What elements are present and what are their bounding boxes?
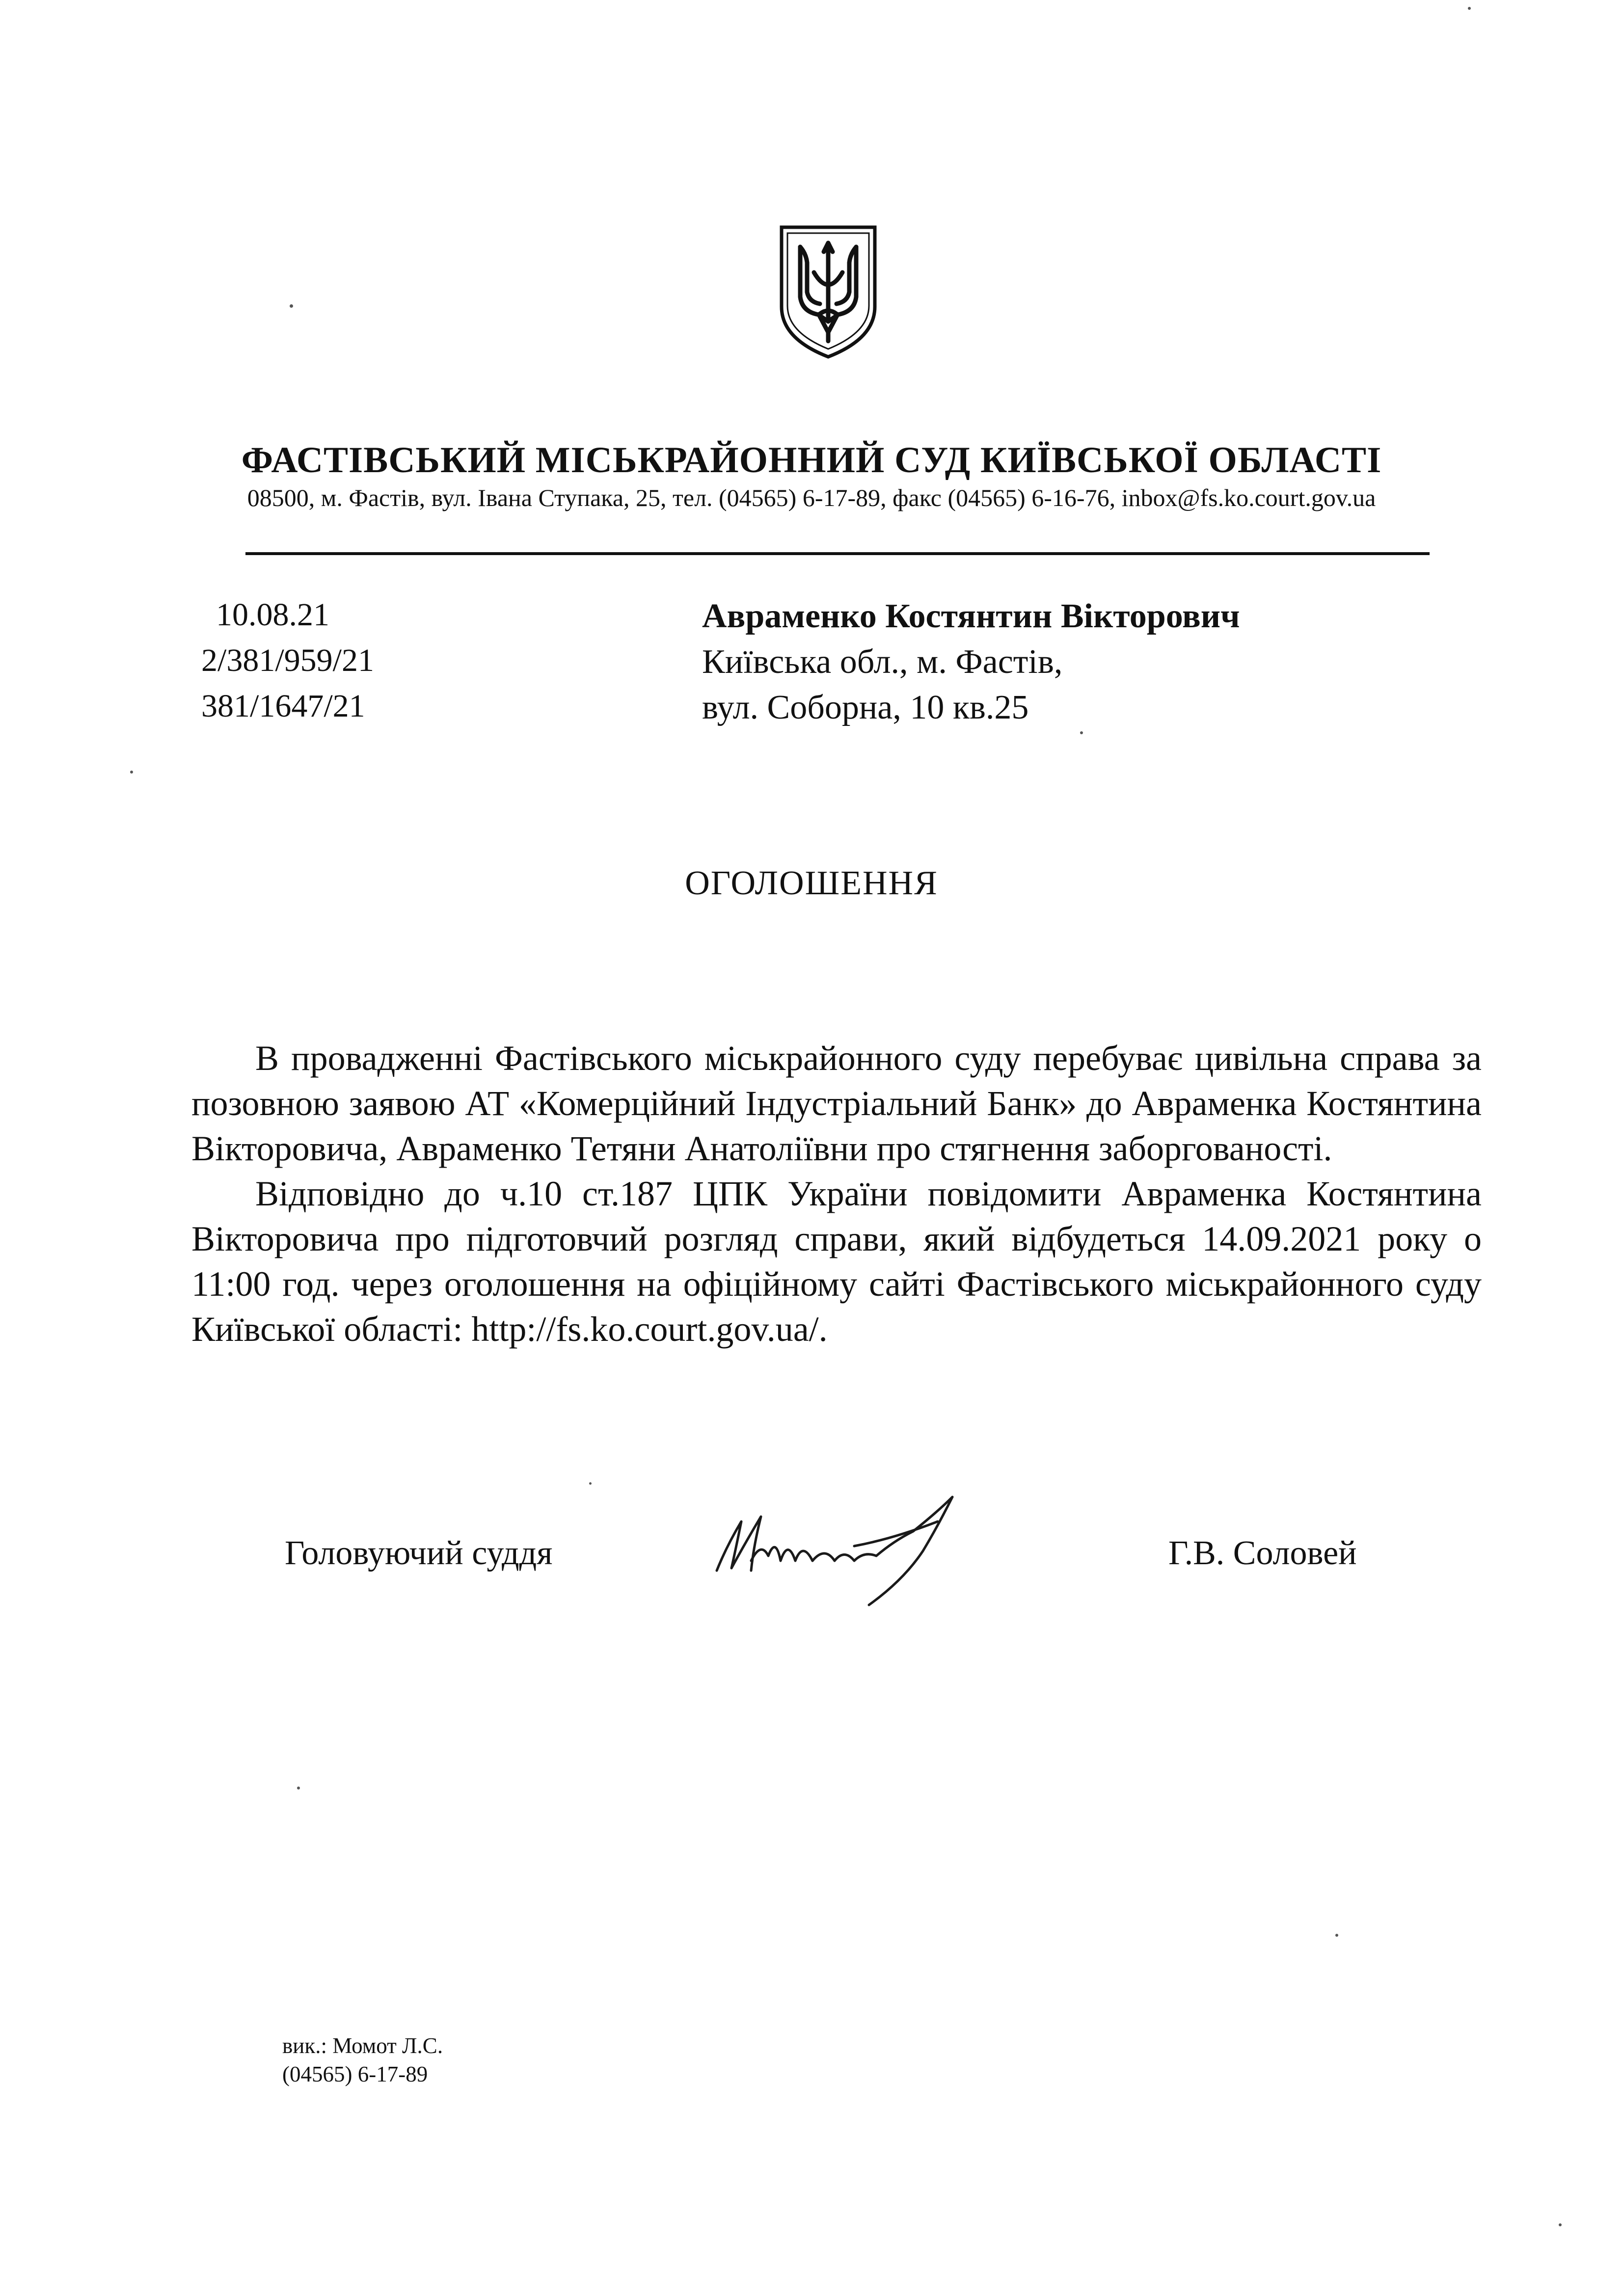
addressee-name: Авраменко Костянтин Вікторович — [702, 597, 1240, 635]
addressee-street: вул. Соборна, 10 кв.25 — [702, 689, 1029, 726]
court-address: 08500, м. Фастів, вул. Івана Ступака, 25, тел. (04565) 6-17-89, факс (04565) 6-16-76, inbox@fs.ko.court.gov.ua — [247, 484, 1376, 511]
scan-speck — [1080, 731, 1083, 734]
executor-phone: (04565) 6-17-89 — [282, 2062, 428, 2086]
court-name: ФАСТІВСЬКИЙ МІСЬКРАЙОННИЙ СУД КИЇВСЬКОЇ ОБЛАСТІ — [241, 440, 1382, 481]
scan-speck — [1559, 2223, 1562, 2226]
letter-date: 10.08.21 — [216, 597, 329, 633]
executor-name: вик.: Момот Л.С. — [282, 2033, 443, 2058]
notice-body — [191, 1036, 1482, 1352]
outgoing-number: 381/1647/21 — [201, 688, 365, 724]
scan-speck — [297, 1787, 300, 1789]
scan-speck — [290, 304, 293, 308]
scan-speck — [1335, 1934, 1338, 1937]
scan-speck — [589, 1482, 592, 1485]
addressee-city: Київська обл., м. Фастів, — [702, 643, 1063, 681]
notice-paragraph: Відповідно до ч.10 ст.187 ЦПК України повідомити Авраменка Костянтина Вікторовича про підготовчий розгляд справи, який відбудеться 14.09.2021 року о 11:00 год. через оголошення на офіційному сайті Фастівського міськрайонного суду Київської області: http://fs.ko.court.gov.ua/. — [191, 1174, 1482, 1349]
case-number: 2/381/959/21 — [201, 642, 375, 678]
notice-title: ОГОЛОШЕННЯ — [685, 864, 938, 902]
signer-name: Г.В. Соловей — [1168, 1534, 1357, 1572]
notice-paragraph: В провадженні Фастівського міськрайонного суду перебуває цивільна справа за позовною заявою АТ «Комерційний Індустріальний Банк» до Авраменка Костянтина Вікторовича, Авраменко Тетяни Анатоліївни про стягнення заборгованості. — [191, 1039, 1482, 1168]
scan-speck — [130, 771, 133, 774]
trident-coat-of-arms-icon — [777, 223, 880, 361]
signer-role: Головуючий суддя — [285, 1534, 553, 1572]
header-divider — [245, 552, 1430, 555]
scan-speck — [1468, 7, 1471, 10]
handwritten-signature-icon — [707, 1487, 982, 1615]
